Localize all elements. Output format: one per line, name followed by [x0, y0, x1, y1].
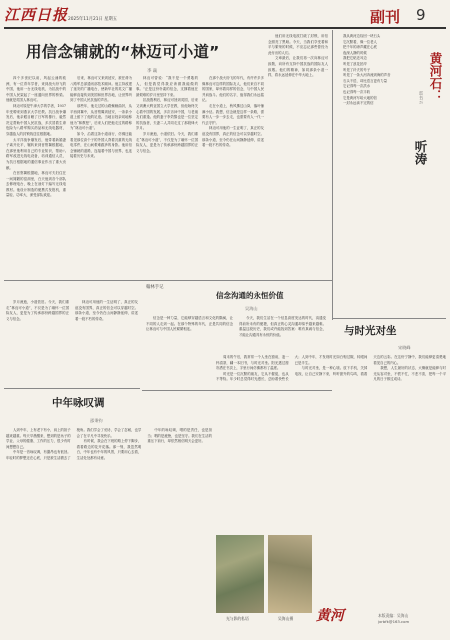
section-divider [4, 388, 140, 389]
main-article-column-3 [136, 76, 198, 276]
paragraph: 走在小道上，秋风拂过山岗，落叶铺满小径。我想，信念就是这样一条路，需要有人一步一步去走，也需要有人一代一代去守护。 [202, 103, 264, 125]
paragraph: 岁月流逝，小道依旧。今天，我们重走“林迈可小道”，不仅是为了缅怀一位国际友人，更是为了传承那份跨越国界的正义与信念。 [136, 131, 198, 153]
essay-author: 邵秉钧 [90, 418, 103, 423]
footer-logo: 黄河 [316, 608, 344, 624]
column-divider [332, 30, 333, 320]
paragraph: 信念是一种力量，它能够穿越语言和文化的隔阂，让不同的人走到一起。在那个特殊的年代，正是共同的信念让林迈可与中国人民紧紧相连。 [146, 316, 233, 332]
paragraph: 在晋察冀根据地，林迈可夫妇住在一间简陋的窑洞里，白天他到各个部队去修理电台，晚上在油灯下编写无线电教材。他设计制造的便携式发报机，重量轻、功率大，深受部队欢迎。 [6, 171, 66, 198]
photo-right [268, 535, 312, 613]
paragraph: 他们用无线电波打破了封锁，用信念照亮了黑暗。今天，当我们享受着和平与繁荣的时候，不应忘记那些曾经为此付出的人们。 [268, 34, 328, 55]
paragraph: 有时候，我会在下班的路上停下脚步，看看路边的花开花落。那一刻，我忽然明白，中年也有中年的风景，只要用心去看，生活处处都有诗意。 [76, 439, 142, 460]
paragraph: 那些年，他走过的山路蜿蜒曲折，从平西到冀中，从晋察冀到延安，一条条小道上留下了他的足迹。当地百姓亲切地称他为“林教授”，后来人们把他走过的路称为“林迈可小道”。 [70, 103, 132, 131]
section-title: 副刊 [370, 8, 401, 26]
photo-left [216, 535, 264, 613]
paragraph: 文章最后，让我们再一次向林迈可致敬，向所有支持中国抗战的国际友人致敬。他们的精神，如同那条小道一样，将永远延伸在中华大地上。 [268, 56, 328, 78]
paragraph: 如今，沿着这条小道前行，仿佛还能看见那位高个子的外国人背着沉重的无线电零件，在山间艰难跋涉的身影。他用信念铺就的道路，连接着中国与世界，也连接着历史与未来。 [70, 131, 132, 159]
poem-line: 我把它贴近耳边 [343, 56, 367, 61]
main-article-title: 用信念铺就的“林迈可小道” [26, 43, 220, 61]
paragraph: 在那个战火纷飞的年代，有许许多多像林迈可这样的国际友人，他们来自不同的国家，却怀着同样的信念，与中国人民并肩战斗。他们的名字，值得我们永远铭记。 [202, 76, 264, 103]
column-article-author: 吴海山 [245, 306, 258, 311]
essay-title: 与时光对坐 [344, 325, 397, 337]
newspaper-logo: 江西日报 [4, 6, 69, 24]
poem-line: 听见了纤夫的号子 [343, 67, 371, 72]
editor-name: 本版责编：吴海山 [378, 613, 409, 618]
essay-author: 宋晓峰 [398, 345, 411, 350]
main-article-column-1 [6, 76, 66, 298]
poem-line: 夜深人静的时候 [343, 50, 367, 55]
main-article-column-5 [268, 34, 328, 276]
masthead-rule [4, 27, 446, 29]
paragraph: 林迈可原是牛津大学的学者，1937年受聘来到燕京大学任教。抗日战争爆发后，他亲眼目睹了日军的暴行，毅然决定帮助中国人民抗战，多次冒着生命危险为八路军购买药品和无线电器材，穿越敌人的封锁线送往根据地。 [6, 103, 66, 136]
main-article-column-4 [202, 76, 264, 276]
poem-line: 一封永远读不完的信 [343, 101, 374, 106]
paragraph: 林迈可用他的一生证明了，真正的友谊没有国界，真正的信念可以穿越时空。那条小道，至今仍在山间静静延伸，讲述着一段不朽的传奇。 [202, 126, 264, 148]
paragraph: 时光是一位沉默的朋友，它从不催促，也从不等待。年少时总觉得时光漫长，总盼着快些长大；人到中年，才发现时光如白驹过隙，转眼间已是半生。 [216, 355, 368, 382]
column-article-title: 信念沟通的永恒价值 [216, 291, 284, 300]
poem-title: 黄河石： [428, 52, 443, 102]
poem-line: 听见了一条大河奔流到海的声音 [343, 73, 391, 78]
paragraph: 人到中年，上有老下有小，肩上的担子越来越重。每天早晨醒来，想到的是孩子的学业、父母的健康、工作的压力，很少有时间想想自己。 [6, 428, 71, 449]
poem-line: 它沉默着，像一位老人 [343, 39, 377, 44]
main-article-column-2 [70, 76, 132, 298]
paragraph: 岁月流逝，小道依旧。今天，我们重走“林迈可小道”，不仅是为了缅怀一位国际友人，更是为了传承那份跨越国界的正义与信念。 [6, 300, 69, 321]
poem-subtitle: 听涛 [413, 140, 428, 165]
poem-line: 我从黄河边捡回一块石头 [343, 34, 381, 38]
paragraph: 中年是一首咏叹调，有激昂也有低回。年轻时的梦想还在心底，只是被生活磨去了棱角。我们学会了妥协，学会了忍耐，也学会了在平凡中寻找快乐。 [6, 428, 142, 460]
essay-title: 中年咏叹调 [52, 397, 105, 409]
paragraph: 今天，我们生活在一个信息高度发达的时代，沟通变得前所未有的便捷，但真正的心灵沟通却似乎越来越难。重温这段历史，我们或许能找到答案：唯有真诚与信念，才能让沟通具有永恒的价值。 [239, 316, 326, 337]
poem-line: 也记得每一次丰收 [343, 89, 371, 94]
poem-line: 它是黄河写给大地的信 [343, 95, 377, 100]
paragraph: 林迈可用他的一生证明了，真正的友谊没有国界，真正的信念可以穿越时空。那条小道，至今仍在山间静静延伸，讲述着一段不朽的传奇。 [75, 300, 138, 321]
paragraph: 后来，林迈可又来到延安，被任命为八路军总部通讯部技术顾问。他主持改建了延安的广播电台，使新华社的英文广播能够直接传到美国和世界各地，让世界听到了中国人民抗战的声音。 [70, 76, 132, 103]
poem-line: 它记得每一次洪水 [343, 84, 371, 89]
page-number: 9 [416, 6, 426, 24]
footer-editor [378, 613, 409, 624]
poem-line: 听见了浪花拍岸 [343, 61, 367, 66]
photo-caption: 光与影的私语 [226, 616, 249, 621]
paragraph: 周末的午后，我常常一个人坐在窗前，泡一杯清茶，翻一本旧书，与时光对坐。阳光透过窗帘洒在书页上，字里行间仿佛都有了温度。 [216, 355, 289, 371]
essay-body [6, 428, 212, 628]
poem-line: 石头不语，却比语言更有力量 [343, 78, 388, 83]
editor-email: jxrbfk@163.com [378, 618, 410, 624]
paragraph: 四个多世纪以前，风起云涌的欧洲，有一位青年学者，来到战火纷飞的中国，他用一台无线电机，为抗战中的中国人民架起了一座通向世界的桥梁。他就是英国人林迈可。 [6, 76, 66, 103]
section-divider [4, 280, 332, 281]
paragraph: 中年的咏叹调，唱的是责任，也是担当；唱的是疲惫，也是坚守。我们在生活的重压下前行，却依然相信明天会更好。 [147, 428, 212, 444]
paragraph: 我想，人生最好的状态，大概就是能够与时光从容对坐，不慌不忙，不悲不喜，把每一个平凡的日子都过成诗。 [373, 366, 446, 382]
poem-author: 雷书云 [419, 91, 424, 104]
column-header: 翰林手记 [146, 285, 164, 290]
issue-date: 2025年11月21日 星期五 [68, 17, 118, 22]
poem-line: 把千年的涛声藏在心底 [343, 45, 377, 50]
section-divider [332, 318, 446, 319]
paragraph: 与时光对坐，是一种心境。放下手机，关掉电视，让自己安静下来，听听窗外的鸟鸣，看看天边的云彩。在这份宁静中，我们能够更清楚地看见自己的内心。 [294, 355, 446, 376]
main-article-continuation [6, 300, 138, 384]
main-article-author: 李 焱 [147, 69, 158, 74]
paragraph: 抗战胜利后，林迈可回到英国，后来又到澳大利亚国立大学任教，但他始终关心着中国的发展，多次访问中国，与老朋友们重逢。他的妻子李效黎也是一位坚定的抗战者，夫妻二人共同走过了那段烽火岁月。 [136, 98, 198, 131]
paragraph: 太平洋战争爆发后，他带着新婚妻子离开北平，辗转来到晋察冀根据地，在那里他利用自己的专业知识，帮助八路军改进无线电设备，培训通信人员，为抗日根据地的通信事业作出了重大贡献。 [6, 137, 66, 170]
poem-text-column [336, 34, 406, 316]
photo-credit: 吴海山摄 [278, 616, 294, 621]
paragraph: 林迈可曾说：“我不是一个勇敢的人，但是我觉得我应该做我能做的事。”正是这份朴素的信念，支撑着他在最艰难的岁月里坚持下来。 [136, 76, 198, 97]
